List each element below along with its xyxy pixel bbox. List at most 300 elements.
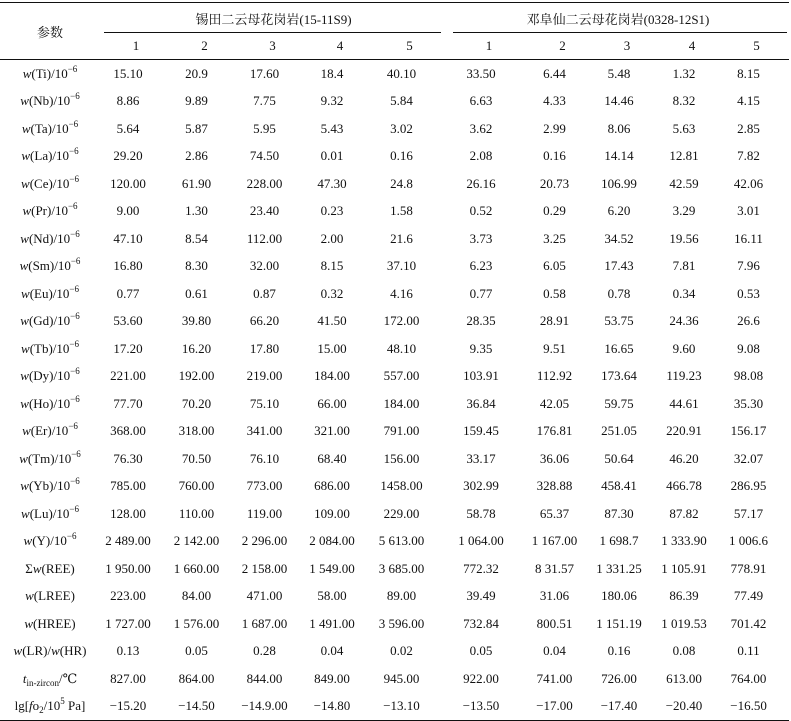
value-cell: 70.20 — [181, 395, 212, 411]
value-cell: 5.48 — [607, 65, 631, 81]
group-header-dengfuxian — [447, 3, 789, 34]
value-cell: 184.00 — [314, 368, 350, 384]
value-cell: 21.6 — [390, 230, 413, 246]
value-cell: 3.29 — [672, 203, 696, 219]
value-cell: 2.85 — [737, 120, 760, 136]
parameter-sup-text: −6 — [67, 201, 78, 212]
value-cell: 176.81 — [536, 423, 573, 439]
parameter-sup-text: −6 — [70, 476, 80, 487]
value-cell: 0.77 — [469, 285, 493, 301]
parameter-label — [0, 693, 100, 721]
value-cell: 0.16 — [607, 643, 631, 659]
value-cell: 219.00 — [246, 368, 283, 384]
value-cell: 8.06 — [607, 120, 631, 136]
group1-underline — [104, 32, 441, 33]
value-cell: 98.08 — [733, 368, 764, 384]
table-row — [0, 418, 789, 446]
value-cell: 12.81 — [669, 148, 699, 164]
value-cell: 0.78 — [607, 285, 631, 301]
value-cell: 20.73 — [539, 175, 570, 191]
table-row — [0, 280, 789, 308]
value-cell: 44.61 — [669, 395, 699, 411]
value-cell: 764.00 — [730, 670, 767, 686]
value-cell: 6.63 — [469, 93, 493, 109]
value-cell: 17.20 — [113, 340, 143, 356]
value-cell: 318.00 — [178, 423, 215, 439]
value-cell: 39.80 — [181, 313, 212, 329]
value-cell: 4.33 — [543, 93, 566, 109]
parameter-pre-text: w(Nb)/10 — [20, 93, 71, 109]
value-cell: 66.00 — [317, 395, 347, 411]
value-cell: −17.00 — [536, 698, 573, 714]
table-row — [0, 528, 789, 556]
table-row — [0, 60, 789, 88]
value-cell: 1 105.91 — [661, 560, 707, 576]
value-cell: 0.23 — [320, 203, 344, 219]
value-cell: 59.75 — [604, 395, 634, 411]
value-cell: 76.30 — [113, 450, 143, 466]
value-cell: −14.9.00 — [241, 698, 288, 714]
value-cell: 9.51 — [543, 340, 566, 356]
value-cell: 17.80 — [249, 340, 280, 356]
table-row — [0, 390, 789, 418]
value-cell: 39.49 — [466, 588, 496, 604]
value-cell: 42.59 — [669, 175, 699, 191]
value-cell: 28.35 — [466, 313, 496, 329]
value-cell: 18.4 — [320, 65, 344, 81]
zircon-trace-element-table — [0, 2, 789, 721]
value-cell: 1 064.00 — [458, 533, 504, 549]
parameter-sup-text: −6 — [70, 311, 80, 322]
sample-number: 4 — [336, 38, 344, 53]
value-cell: 7.82 — [737, 148, 760, 164]
value-cell: 1 167.00 — [531, 533, 578, 549]
value-cell: 3.25 — [543, 230, 566, 246]
parameter-sup-text: −6 — [70, 256, 81, 267]
value-cell: 192.00 — [178, 368, 215, 384]
value-cell: −13.10 — [383, 698, 420, 714]
value-cell: 2.86 — [185, 148, 208, 164]
value-cell: 61.90 — [181, 175, 212, 191]
value-cell: 0.29 — [543, 203, 566, 219]
value-cell: 1 687.00 — [241, 615, 288, 631]
parameter-label — [0, 583, 100, 611]
value-cell: 6.05 — [543, 258, 566, 274]
value-cell: 159.45 — [463, 423, 499, 439]
value-cell: 53.60 — [113, 313, 143, 329]
value-cell: 58.78 — [466, 505, 496, 521]
value-cell: 156.00 — [383, 450, 420, 466]
value-cell: 19.56 — [669, 230, 699, 246]
value-cell: 77.49 — [733, 588, 764, 604]
header-row-samples — [0, 33, 789, 60]
value-cell: 9.60 — [672, 340, 696, 356]
value-cell: 864.00 — [178, 670, 215, 686]
value-cell: −15.20 — [109, 698, 147, 714]
parameter-pre-text: w(Dy)/10 — [20, 368, 71, 384]
value-cell: 251.05 — [601, 423, 637, 439]
table-row — [0, 363, 789, 391]
parameter-label — [0, 390, 100, 418]
parameter-sup-text: −6 — [69, 146, 79, 157]
value-cell: 0.02 — [390, 643, 413, 659]
group-header-xitian — [100, 3, 447, 34]
value-cell: 8.15 — [320, 258, 344, 274]
parameter-pre-text: w(Sm)/10 — [19, 258, 71, 274]
value-cell: 184.00 — [383, 395, 420, 411]
parameter-tail-text: Pa] — [64, 698, 86, 714]
value-cell: 14.46 — [604, 93, 634, 109]
value-cell: 613.00 — [666, 670, 702, 686]
sample-number: 4 — [688, 38, 696, 53]
value-cell: 58.00 — [317, 588, 347, 604]
value-cell: 1 576.00 — [173, 615, 220, 631]
value-cell: 173.64 — [601, 368, 637, 384]
parameter-pre-text: w(LREE) — [25, 588, 75, 604]
value-cell: 302.99 — [463, 478, 499, 494]
value-cell: 5.43 — [320, 120, 344, 136]
value-cell: 16.20 — [181, 340, 212, 356]
value-cell: 785.00 — [110, 478, 146, 494]
value-cell: 0.05 — [185, 643, 208, 659]
value-cell: −16.50 — [730, 698, 767, 714]
parameter-label — [0, 363, 100, 391]
parameter-sup-text: −6 — [67, 63, 78, 74]
value-cell: 106.99 — [601, 175, 637, 191]
value-cell: 686.00 — [314, 478, 350, 494]
parameter-sup-text: −6 — [69, 503, 79, 514]
parameter-sub-text: in-zircon — [26, 677, 59, 688]
value-cell: 32.07 — [733, 450, 764, 466]
sample-number: 5 — [406, 38, 413, 53]
parameter-sup-text: −6 — [70, 228, 80, 239]
value-cell: 89.00 — [386, 588, 417, 604]
value-cell: 1 549.00 — [309, 560, 355, 576]
value-cell: 7.96 — [737, 258, 760, 274]
sample-number: 5 — [753, 38, 760, 53]
value-cell: 458.41 — [601, 478, 637, 494]
parameter-sup-text: −6 — [71, 448, 81, 459]
value-cell: 800.51 — [536, 615, 573, 631]
parameter-sup-text: −6 — [69, 338, 79, 349]
parameter-label — [0, 115, 100, 143]
parameter-pre-text: w(Nd)/10 — [20, 230, 71, 246]
value-cell: 32.00 — [249, 258, 280, 274]
value-cell: 5.63 — [672, 120, 696, 136]
parameter-label — [0, 665, 100, 693]
parameter-label — [0, 418, 100, 446]
value-cell: 156.17 — [730, 423, 767, 439]
value-cell: 119.23 — [666, 368, 702, 384]
value-cell: 15.10 — [113, 65, 143, 81]
parameter-label — [0, 88, 100, 116]
value-cell: 53.75 — [604, 313, 634, 329]
value-cell: 7.81 — [672, 258, 696, 274]
value-cell: 791.00 — [383, 423, 420, 439]
value-cell: 70.50 — [181, 450, 212, 466]
value-cell: 1 151.19 — [596, 615, 642, 631]
parameter-label — [0, 198, 100, 226]
value-cell: 341.00 — [246, 423, 283, 439]
group2-underline — [453, 32, 787, 33]
parameter-sup-text: −6 — [69, 173, 79, 184]
value-cell: 1 660.00 — [173, 560, 220, 576]
value-cell: 24.8 — [390, 175, 413, 191]
value-cell: 0.11 — [737, 643, 760, 659]
value-cell: 2 158.00 — [241, 560, 288, 576]
value-cell: 2 296.00 — [241, 533, 288, 549]
value-cell: 4.16 — [390, 285, 413, 301]
value-cell: 16.80 — [113, 258, 143, 274]
value-cell: 2.00 — [320, 230, 344, 246]
sample-number: 1 — [485, 38, 493, 53]
value-cell: 1.32 — [672, 65, 696, 81]
value-cell: 8.15 — [737, 65, 760, 81]
value-cell: 773.00 — [246, 478, 283, 494]
value-cell: 15.00 — [317, 340, 347, 356]
value-cell: 922.00 — [463, 670, 499, 686]
parameter-post-text: /℃ — [58, 670, 78, 686]
value-cell: 34.52 — [604, 230, 634, 246]
value-cell: 1 333.90 — [661, 533, 707, 549]
parameter-sup-text: −6 — [68, 118, 79, 129]
value-cell: 77.70 — [113, 395, 143, 411]
parameter-sub-text: 2 — [39, 705, 44, 716]
parameter-pre-text: w(Eu)/10 — [21, 285, 70, 301]
parameter-label — [0, 610, 100, 638]
value-cell: 0.32 — [320, 285, 344, 301]
parameter-pre-text: w(Tb)/10 — [21, 340, 70, 356]
value-cell: 87.82 — [669, 505, 699, 521]
table-row — [0, 198, 789, 226]
value-cell: 8.54 — [185, 230, 208, 246]
value-cell: 1 019.53 — [661, 615, 707, 631]
value-cell: 7.75 — [253, 93, 276, 109]
parameter-label — [0, 308, 100, 336]
table-row — [0, 665, 789, 693]
value-cell: 23.40 — [249, 203, 280, 219]
value-cell: 57.17 — [733, 505, 764, 521]
value-cell: 328.88 — [536, 478, 573, 494]
value-cell: 6.20 — [607, 203, 631, 219]
value-cell: 36.84 — [466, 395, 496, 411]
value-cell: 0.28 — [253, 643, 276, 659]
value-cell: 180.06 — [601, 588, 637, 604]
value-cell: 8.86 — [116, 93, 140, 109]
parameter-pre-text: w(Ti)/10 — [22, 65, 68, 81]
value-cell: 68.40 — [317, 450, 347, 466]
value-cell: 2.08 — [469, 148, 493, 164]
value-cell: −20.40 — [665, 698, 703, 714]
parameter-pre-text: w(Pr)/10 — [22, 203, 68, 219]
value-cell: 9.32 — [320, 93, 344, 109]
value-cell: 6.44 — [543, 65, 566, 81]
value-cell: 1 950.00 — [105, 560, 151, 576]
parameter-pre-text: Σw(REE) — [25, 560, 75, 576]
value-cell: 2 489.00 — [105, 533, 151, 549]
value-cell: 8.30 — [185, 258, 208, 274]
value-cell: 28.91 — [539, 313, 570, 329]
sample-number: 2 — [559, 38, 566, 53]
value-cell: 0.61 — [185, 285, 208, 301]
value-cell: 368.00 — [110, 423, 146, 439]
value-cell: 1 331.25 — [596, 560, 642, 576]
header-row-groups — [0, 3, 789, 34]
value-cell: −13.50 — [462, 698, 500, 714]
value-cell: 42.05 — [539, 395, 570, 411]
value-cell: 1.30 — [185, 203, 208, 219]
table-row — [0, 308, 789, 336]
value-cell: 119.00 — [246, 505, 283, 521]
value-cell: 286.95 — [730, 478, 767, 494]
parameter-pre-text: w(Ta)/10 — [21, 120, 69, 136]
value-cell: 1 727.00 — [105, 615, 151, 631]
value-cell: 1 006.6 — [729, 533, 769, 549]
table-row — [0, 88, 789, 116]
value-cell: 128.00 — [110, 505, 146, 521]
parameter-pre-text: w(Lu)/10 — [21, 505, 70, 521]
value-cell: 103.91 — [463, 368, 499, 384]
value-cell: 945.00 — [383, 670, 420, 686]
value-cell: 120.00 — [110, 175, 146, 191]
value-cell: 35.30 — [733, 395, 764, 411]
value-cell: 8 31.57 — [535, 560, 574, 576]
value-cell: 3 596.00 — [378, 615, 425, 631]
table-row — [0, 335, 789, 363]
value-cell: 112.92 — [536, 368, 573, 384]
value-cell: 1 491.00 — [309, 615, 355, 631]
parameter-pre-text: w(Gd)/10 — [20, 313, 71, 329]
value-cell: 172.00 — [383, 313, 420, 329]
parameter-label — [0, 638, 100, 666]
parameter-pre-text: w(Yb)/10 — [20, 478, 71, 494]
parameter-sup-text: −6 — [68, 421, 78, 432]
value-cell: 0.53 — [737, 285, 760, 301]
table-body — [0, 60, 789, 721]
value-cell: 844.00 — [246, 670, 283, 686]
table-row — [0, 555, 789, 583]
value-cell: 4.15 — [737, 93, 760, 109]
sample-number: 3 — [269, 38, 276, 53]
value-cell: 557.00 — [383, 368, 420, 384]
parameter-label — [0, 253, 100, 281]
value-cell: 3.73 — [469, 230, 493, 246]
value-cell: 65.37 — [539, 505, 570, 521]
value-cell: 3 685.00 — [378, 560, 425, 576]
value-cell: 321.00 — [314, 423, 350, 439]
value-cell: 0.13 — [116, 643, 140, 659]
value-cell: 741.00 — [536, 670, 573, 686]
value-cell: 50.64 — [604, 450, 634, 466]
value-cell: 6.23 — [469, 258, 493, 274]
table-row — [0, 473, 789, 501]
parameter-pre-text: w(Ho)/10 — [20, 395, 71, 411]
value-cell: 221.00 — [110, 368, 146, 384]
value-cell: 87.30 — [604, 505, 634, 521]
param-header: 参数 — [36, 24, 63, 40]
value-cell: 112.00 — [246, 230, 283, 246]
value-cell: 0.04 — [543, 643, 566, 659]
value-cell: 0.16 — [390, 148, 413, 164]
value-cell: 26.16 — [466, 175, 496, 191]
parameter-label — [0, 445, 100, 473]
value-cell: 2 084.00 — [309, 533, 355, 549]
value-cell: 33.50 — [466, 65, 496, 81]
value-cell: 47.10 — [113, 230, 143, 246]
parameter-sup-text: −6 — [66, 531, 77, 542]
value-cell: 41.50 — [317, 313, 347, 329]
value-cell: 20.9 — [185, 65, 208, 81]
parameter-pre-text: w(Y)/10 — [23, 533, 67, 549]
value-cell: 2.99 — [543, 120, 566, 136]
parameter-label — [0, 473, 100, 501]
parameter-label — [0, 170, 100, 198]
value-cell: 9.89 — [185, 93, 208, 109]
parameter-label — [0, 225, 100, 253]
value-cell: 24.36 — [669, 313, 699, 329]
value-cell: 16.11 — [734, 230, 763, 246]
table-row — [0, 143, 789, 171]
value-cell: 5.95 — [253, 120, 276, 136]
parameter-label — [0, 528, 100, 556]
value-cell: 726.00 — [601, 670, 637, 686]
value-cell: 3.02 — [390, 120, 413, 136]
parameter-sup-text: −6 — [69, 283, 79, 294]
value-cell: 9.00 — [116, 203, 140, 219]
table-row — [0, 253, 789, 281]
value-cell: 0.58 — [543, 285, 566, 301]
value-cell: 228.00 — [246, 175, 283, 191]
value-cell: 9.35 — [469, 340, 493, 356]
parameter-label — [0, 500, 100, 528]
value-cell: 9.08 — [737, 340, 760, 356]
value-cell: 0.01 — [320, 148, 344, 164]
value-cell: 66.20 — [249, 313, 280, 329]
value-cell: 0.05 — [469, 643, 493, 659]
value-cell: 0.87 — [253, 285, 276, 301]
value-cell: 1458.00 — [380, 478, 423, 494]
value-cell: 0.52 — [469, 203, 493, 219]
table-row — [0, 610, 789, 638]
value-cell: 75.10 — [249, 395, 280, 411]
parameter-pre-text: lg[fo — [14, 698, 40, 714]
table-row — [0, 693, 789, 721]
parameter-pre-text: w(Er)/10 — [22, 423, 69, 439]
value-cell: 42.06 — [733, 175, 764, 191]
table-row — [0, 170, 789, 198]
value-cell: 17.43 — [604, 258, 634, 274]
value-cell: 29.20 — [113, 148, 143, 164]
value-cell: 760.00 — [178, 478, 215, 494]
value-cell: 5.64 — [116, 120, 140, 136]
parameter-sup-text: −6 — [70, 366, 80, 377]
value-cell: 849.00 — [314, 670, 350, 686]
value-cell: 223.00 — [110, 588, 146, 604]
value-cell: 17.60 — [249, 65, 280, 81]
value-cell: 1.58 — [390, 203, 413, 219]
value-cell: 1 698.7 — [599, 533, 639, 549]
value-cell: −17.40 — [600, 698, 638, 714]
parameter-label — [0, 60, 100, 88]
value-cell: −14.50 — [178, 698, 215, 714]
value-cell: 0.04 — [320, 643, 344, 659]
value-cell: 26.6 — [737, 313, 760, 329]
value-cell: 84.00 — [181, 588, 212, 604]
parameter-pre-text: w(HREE) — [24, 615, 76, 631]
value-cell: 86.39 — [669, 588, 699, 604]
value-cell: 2 142.00 — [173, 533, 220, 549]
value-cell: 5 613.00 — [378, 533, 425, 549]
